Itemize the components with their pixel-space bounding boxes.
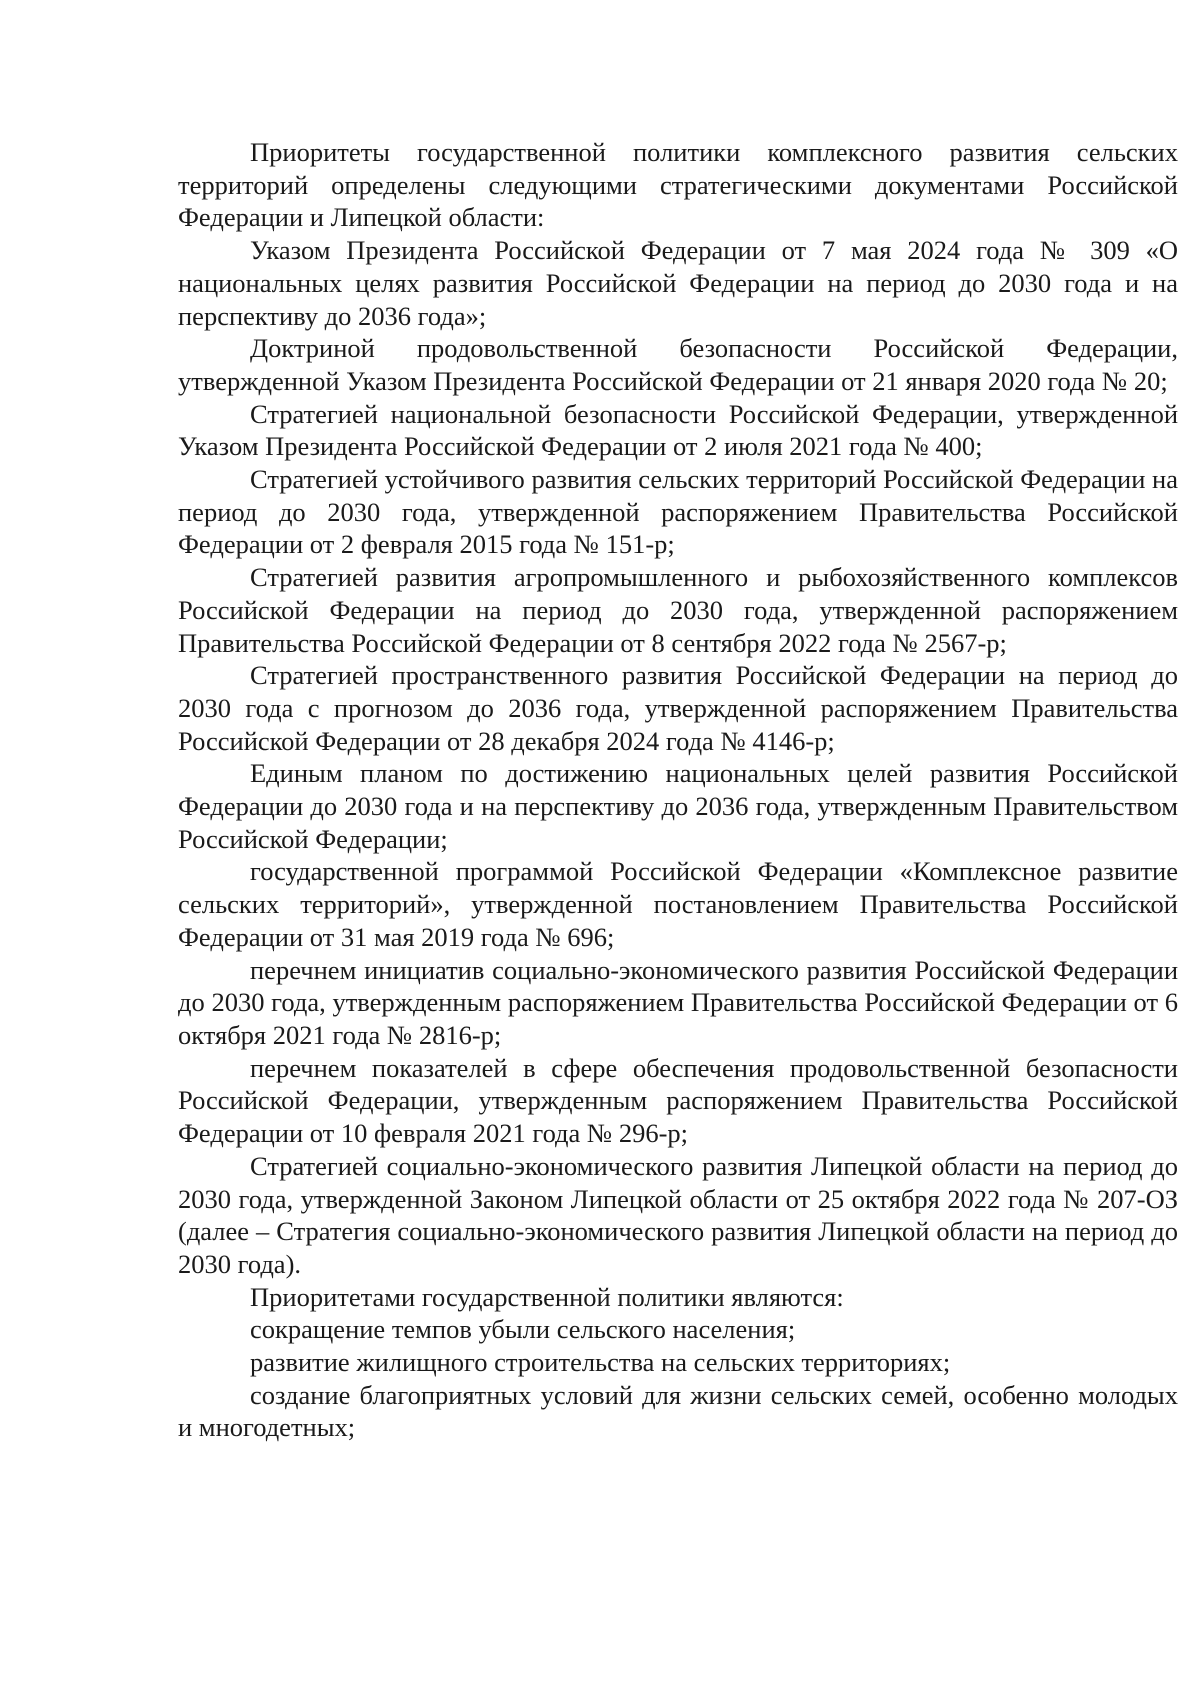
paragraph-initiatives-list: перечнем инициатив социально-экономического развития Российской Федерации до 2030 года, утвержденным распоряжением Правительства Российской Федерации от 6 октября 2021 года № 2816-р; (178, 954, 1178, 1050)
paragraph-national-security-strategy: Стратегией национальной безопасности Российской Федерации, утвержденной Указом Президента Российской Федерации от 2 июля 2021 года № 400; (178, 398, 1178, 462)
paragraph-food-security-doctrine: Доктриной продовольственной безопасности Российской Федерации, утвержденной Указом Президента Российской Федерации от 21 января 2020 года № 20; (178, 333, 1178, 396)
paragraph-rural-development-strategy: Стратегией устойчивого развития сельских территорий Российской Федерации на период до 2030 года, утвержденной распоряжением Правительства Российской Федерации от 2 февраля 2015 года № 151-р; (178, 464, 1178, 560)
paragraph-priorities-heading: Приоритетами государственной политики являются: (250, 1281, 844, 1312)
paragraph-priority-population: сокращение темпов убыли сельского населения; (250, 1314, 796, 1345)
paragraph-priority-housing: развитие жилищного строительства на сельских территориях; (250, 1347, 951, 1378)
paragraph-unified-plan: Единым планом по достижению национальных целей развития Российской Федерации до 2030 года и на перспективу до 2036 года, утвержденным Правительством Российской Федерации; (178, 758, 1178, 854)
paragraph-agro-industrial-strategy: Стратегией развития агропромышленного и рыбохозяйственного комплексов Российской Федерации на период до 2030 года, утвержденной распоряжением Правительства Российской Федерации от 8 сентября 2022 года № 2567-р; (178, 562, 1178, 658)
paragraph-lipetsk-strategy: Стратегией социально-экономического развития Липецкой области на период до 2030 года, утвержденной Законом Липецкой области от 25 октября 2022 года № 207-ОЗ (далее – Стратегия социально-экономического развития Липецкой области на период до 2030 года). (178, 1150, 1178, 1279)
paragraph-spatial-development-strategy: Стратегией пространственного развития Российской Федерации на период до 2030 года с прогнозом до 2036 года, утвержденной распоряжением Правительства Российской Федерации от 28 декабря 2024 года № 4146-р; (178, 660, 1178, 756)
paragraph-intro: Приоритеты государственной политики комплексного развития сельских территорий определены следующими стратегическими документами Российской Федерации и Липецкой области: (178, 137, 1178, 233)
paragraph-priority-families: создание благоприятных условий для жизни сельских семей, особенно молодых и многодетных; (178, 1379, 1178, 1443)
paragraph-indicators-list: перечнем показателей в сфере обеспечения продовольственной безопасности Российской Федерации, утвержденным распоряжением Правительства Российской Федерации от 10 февраля 2021 года № 296-р; (178, 1052, 1178, 1149)
paragraph-state-program: государственной программой Российской Федерации «Комплексное развитие сельских территорий», утвержденной постановлением Правительства Российской Федерации от 31 мая 2019 года № 696; (178, 856, 1178, 952)
paragraph-presidential-decree-309: Указом Президента Российской Федерации от 7 мая 2024 года № 309 «О национальных целях развития Российской Федерации на период до 2030 года и на перспективу до 2036 года»; (178, 235, 1178, 331)
document-page (178, 136, 1178, 1444)
